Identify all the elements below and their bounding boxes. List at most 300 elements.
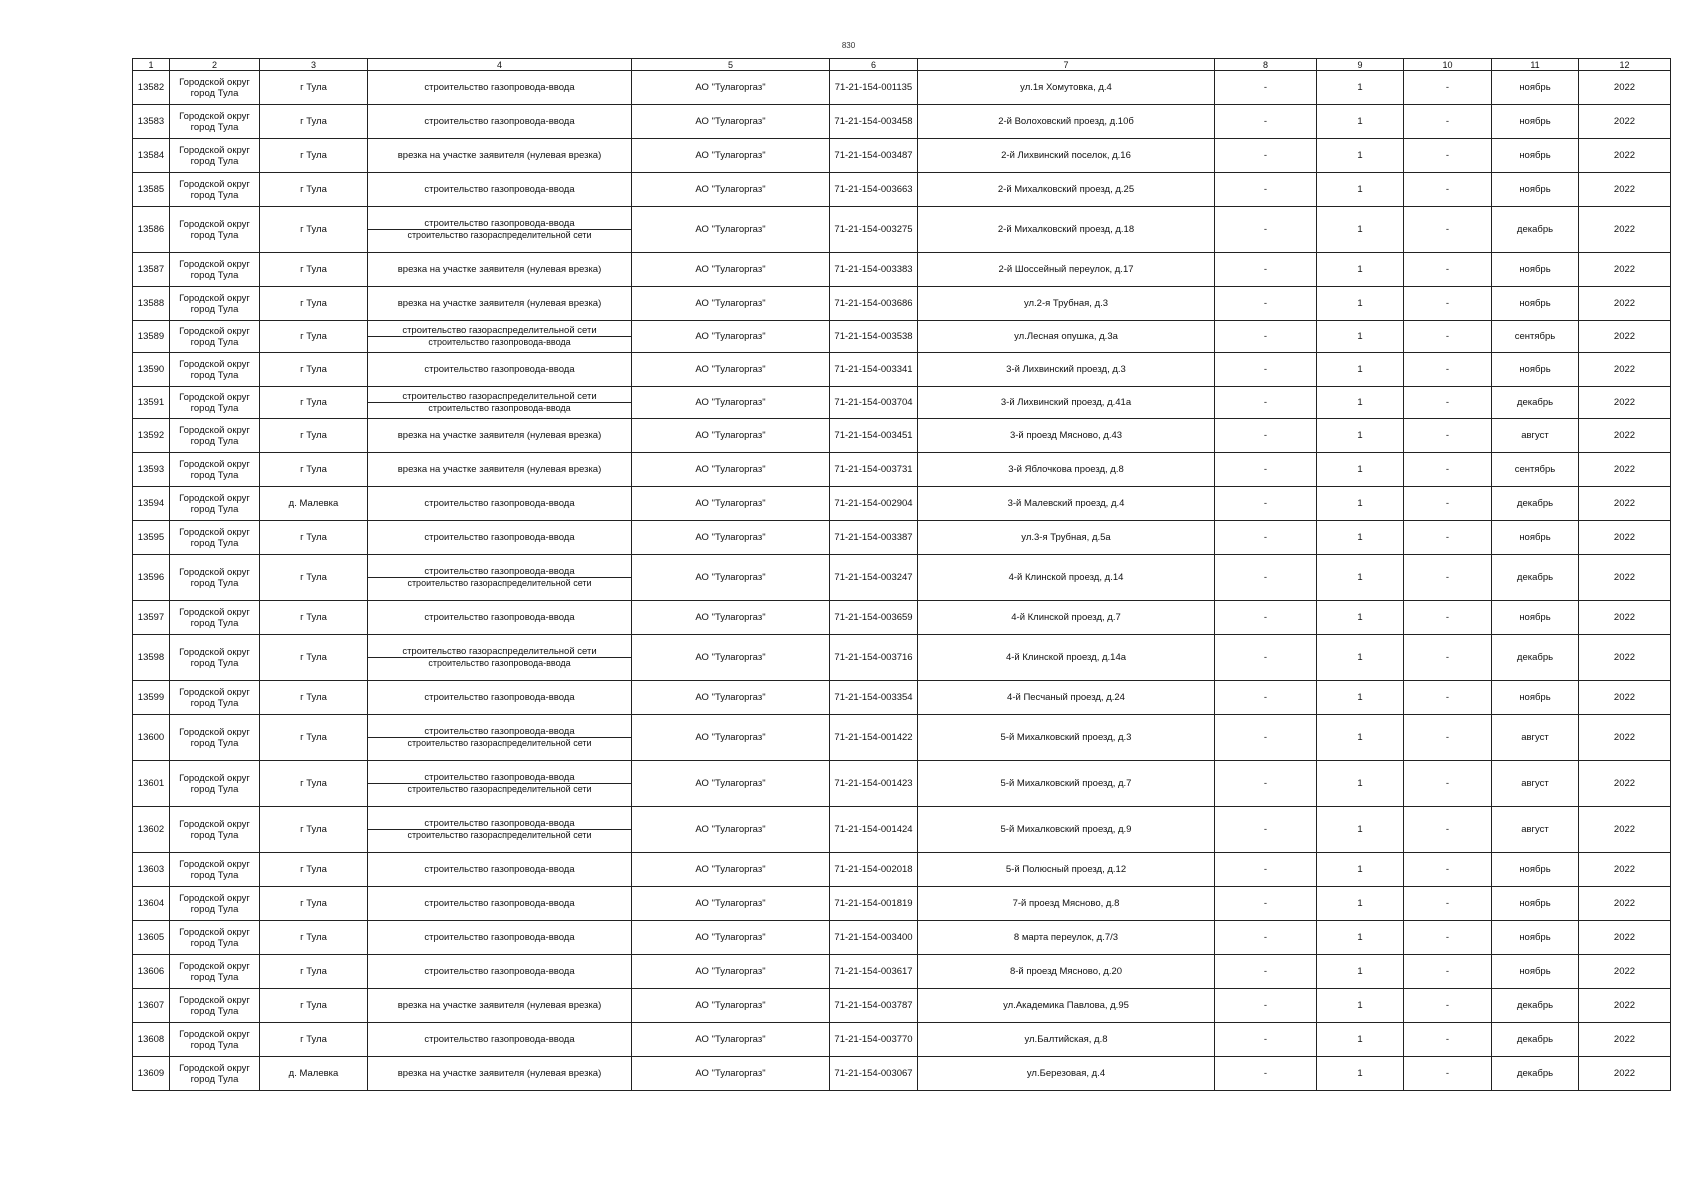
organization-cell: АО "Тулагоргаз" [632,635,830,681]
row-number-cell: 13592 [133,419,170,453]
row-number-cell: 13585 [133,173,170,207]
locality-cell: г Тула [260,955,368,989]
column-8-cell: - [1215,853,1317,887]
column-9-cell: 1 [1317,253,1404,287]
month-cell: ноябрь [1492,521,1579,555]
locality-cell: г Тула [260,521,368,555]
column-8-cell: - [1215,601,1317,635]
column-9-cell: 1 [1317,807,1404,853]
work-type-main: врезка на участке заявителя (нулевая врезка) [397,1000,602,1011]
work-type-extra: строительство газораспределительной сети [368,829,631,841]
table-row [133,955,1671,989]
column-8-cell: - [1215,173,1317,207]
work-type-cell [368,921,632,955]
column-8-cell: - [1215,207,1317,253]
object-code-cell: 71-21-154-002904 [830,487,918,521]
column-8-cell: - [1215,139,1317,173]
month-cell: ноябрь [1492,955,1579,989]
month-cell: ноябрь [1492,105,1579,139]
column-8-cell: - [1215,521,1317,555]
organization-cell: АО "Тулагоргаз" [632,853,830,887]
locality-cell: г Тула [260,139,368,173]
address-cell: 5-й Михалковский проезд, д.3 [918,715,1215,761]
month-cell: декабрь [1492,1023,1579,1057]
column-8-cell: - [1215,681,1317,715]
work-type-main: строительство газопровода-ввода [424,726,575,737]
table-row [133,635,1671,681]
column-header: 10 [1404,59,1492,71]
work-type-main: строительство газопровода-ввода [424,818,575,829]
year-cell: 2022 [1579,715,1671,761]
year-cell: 2022 [1579,989,1671,1023]
work-type-main: врезка на участке заявителя (нулевая врезка) [397,1068,602,1079]
work-type-main: строительство газораспределительной сети [402,646,597,657]
address-cell: 2-й Михалковский проезд, д.25 [918,173,1215,207]
row-number-cell: 13584 [133,139,170,173]
work-type-main: строительство газопровода-ввода [424,566,575,577]
work-type-main: строительство газопровода-ввода [424,498,575,509]
month-cell: ноябрь [1492,853,1579,887]
month-cell: декабрь [1492,207,1579,253]
column-10-cell: - [1404,989,1492,1023]
row-number-cell: 13600 [133,715,170,761]
column-header: 12 [1579,59,1671,71]
work-type-main: строительство газопровода-ввода [424,612,575,623]
column-9-cell: 1 [1317,681,1404,715]
work-type-main: строительство газораспределительной сети [402,325,597,336]
organization-cell: АО "Тулагоргаз" [632,715,830,761]
column-9-cell: 1 [1317,105,1404,139]
row-number-cell: 13608 [133,1023,170,1057]
column-10-cell: - [1404,173,1492,207]
object-code-cell: 71-21-154-003487 [830,139,918,173]
organization-cell: АО "Тулагоргаз" [632,207,830,253]
column-9-cell: 1 [1317,419,1404,453]
column-9-cell: 1 [1317,635,1404,681]
organization-cell: АО "Тулагоргаз" [632,453,830,487]
work-type-main: строительство газораспределительной сети [402,391,597,402]
column-10-cell: - [1404,321,1492,353]
year-cell: 2022 [1579,71,1671,105]
table-row [133,989,1671,1023]
municipality-cell: Городской округ город Тула [170,555,260,601]
work-type-cell [368,207,632,253]
work-type-main: врезка на участке заявителя (нулевая врезка) [397,464,602,475]
organization-cell: АО "Тулагоргаз" [632,601,830,635]
work-type-cell [368,681,632,715]
organization-cell: АО "Тулагоргаз" [632,139,830,173]
year-cell: 2022 [1579,853,1671,887]
column-header: 11 [1492,59,1579,71]
column-8-cell: - [1215,635,1317,681]
work-type-cell [368,419,632,453]
month-cell: август [1492,761,1579,807]
column-8-cell: - [1215,419,1317,453]
work-type-main: строительство газопровода-ввода [424,966,575,977]
locality-cell: г Тула [260,71,368,105]
year-cell: 2022 [1579,207,1671,253]
column-9-cell: 1 [1317,387,1404,419]
month-cell: август [1492,807,1579,853]
column-9-cell: 1 [1317,71,1404,105]
table-row [133,105,1671,139]
table-row [133,853,1671,887]
locality-cell: г Тула [260,921,368,955]
work-type-cell [368,287,632,321]
object-code-cell: 71-21-154-003787 [830,989,918,1023]
work-type-main: строительство газопровода-ввода [424,692,575,703]
object-code-cell: 71-21-154-002018 [830,853,918,887]
year-cell: 2022 [1579,139,1671,173]
work-type-main: строительство газопровода-ввода [424,532,575,543]
object-code-cell: 71-21-154-003663 [830,173,918,207]
address-cell: ул.Академика Павлова, д.95 [918,989,1215,1023]
table-row [133,453,1671,487]
month-cell: ноябрь [1492,921,1579,955]
work-type-cell [368,989,632,1023]
table-header [133,59,1671,71]
locality-cell: г Тула [260,173,368,207]
year-cell: 2022 [1579,921,1671,955]
municipality-cell: Городской округ город Тула [170,139,260,173]
column-9-cell: 1 [1317,321,1404,353]
column-10-cell: - [1404,1023,1492,1057]
year-cell: 2022 [1579,105,1671,139]
address-cell: ул.Березовая, д.4 [918,1057,1215,1091]
column-10-cell: - [1404,955,1492,989]
object-code-cell: 71-21-154-003704 [830,387,918,419]
address-cell: 5-й Полюсный проезд, д.12 [918,853,1215,887]
object-code-cell: 71-21-154-001819 [830,887,918,921]
row-number-cell: 13594 [133,487,170,521]
work-type-cell [368,173,632,207]
column-9-cell: 1 [1317,139,1404,173]
locality-cell: г Тула [260,387,368,419]
organization-cell: АО "Тулагоргаз" [632,321,830,353]
municipality-cell: Городской округ город Тула [170,715,260,761]
table-row [133,173,1671,207]
work-type-cell [368,635,632,681]
object-code-cell: 71-21-154-003400 [830,921,918,955]
column-9-cell: 1 [1317,207,1404,253]
organization-cell: АО "Тулагоргаз" [632,955,830,989]
address-cell: 2-й Волоховский проезд, д.10б [918,105,1215,139]
locality-cell: г Тула [260,635,368,681]
address-cell: ул.Балтийская, д.8 [918,1023,1215,1057]
locality-cell: г Тула [260,1023,368,1057]
column-8-cell: - [1215,287,1317,321]
column-10-cell: - [1404,635,1492,681]
month-cell: декабрь [1492,487,1579,521]
column-8-cell: - [1215,1057,1317,1091]
organization-cell: АО "Тулагоргаз" [632,173,830,207]
year-cell: 2022 [1579,321,1671,353]
work-type-cell [368,1023,632,1057]
municipality-cell: Городской округ город Тула [170,807,260,853]
column-10-cell: - [1404,453,1492,487]
address-cell: 8-й проезд Мясново, д.20 [918,955,1215,989]
locality-cell: г Тула [260,353,368,387]
row-number-cell: 13609 [133,1057,170,1091]
column-header: 8 [1215,59,1317,71]
object-code-cell: 71-21-154-001423 [830,761,918,807]
table-row [133,321,1671,353]
year-cell: 2022 [1579,521,1671,555]
organization-cell: АО "Тулагоргаз" [632,105,830,139]
locality-cell: г Тула [260,681,368,715]
object-code-cell: 71-21-154-003686 [830,287,918,321]
month-cell: декабрь [1492,387,1579,419]
address-cell: 4-й Клинской проезд, д.14а [918,635,1215,681]
organization-cell: АО "Тулагоргаз" [632,921,830,955]
column-9-cell: 1 [1317,989,1404,1023]
column-10-cell: - [1404,601,1492,635]
column-9-cell: 1 [1317,715,1404,761]
row-number-cell: 13590 [133,353,170,387]
municipality-cell: Городской округ город Тула [170,1057,260,1091]
column-10-cell: - [1404,1057,1492,1091]
year-cell: 2022 [1579,453,1671,487]
table-row [133,601,1671,635]
table-row [133,1023,1671,1057]
table-row [133,419,1671,453]
table-row [133,887,1671,921]
column-8-cell: - [1215,105,1317,139]
table-row [133,1057,1671,1091]
month-cell: декабрь [1492,555,1579,601]
month-cell: ноябрь [1492,353,1579,387]
table-row [133,287,1671,321]
row-number-cell: 13596 [133,555,170,601]
work-type-cell [368,453,632,487]
address-cell: 7-й проезд Мясново, д.8 [918,887,1215,921]
municipality-cell: Городской округ город Тула [170,287,260,321]
row-number-cell: 13582 [133,71,170,105]
work-type-extra: строительство газораспределительной сети [368,737,631,749]
work-type-main: строительство газопровода-ввода [424,184,575,195]
column-8-cell: - [1215,955,1317,989]
row-number-cell: 13606 [133,955,170,989]
column-8-cell: - [1215,1023,1317,1057]
table-row [133,487,1671,521]
municipality-cell: Городской округ город Тула [170,321,260,353]
locality-cell: д. Малевка [260,1057,368,1091]
municipality-cell: Городской округ город Тула [170,105,260,139]
work-type-main: строительство газопровода-ввода [424,218,575,229]
column-10-cell: - [1404,419,1492,453]
work-type-cell [368,761,632,807]
object-code-cell: 71-21-154-001135 [830,71,918,105]
month-cell: август [1492,715,1579,761]
work-type-cell [368,1057,632,1091]
column-10-cell: - [1404,139,1492,173]
month-cell: сентябрь [1492,453,1579,487]
object-code-cell: 71-21-154-003247 [830,555,918,601]
organization-cell: АО "Тулагоргаз" [632,555,830,601]
object-code-cell: 71-21-154-003770 [830,1023,918,1057]
year-cell: 2022 [1579,635,1671,681]
locality-cell: г Тула [260,207,368,253]
work-type-cell [368,321,632,353]
column-10-cell: - [1404,105,1492,139]
object-code-cell: 71-21-154-003538 [830,321,918,353]
address-cell: 4-й Песчаный проезд, д.24 [918,681,1215,715]
locality-cell: г Тула [260,105,368,139]
column-10-cell: - [1404,887,1492,921]
municipality-cell: Городской округ город Тула [170,681,260,715]
month-cell: декабрь [1492,989,1579,1023]
organization-cell: АО "Тулагоргаз" [632,807,830,853]
column-8-cell: - [1215,989,1317,1023]
year-cell: 2022 [1579,601,1671,635]
column-9-cell: 1 [1317,955,1404,989]
work-type-cell [368,387,632,419]
object-code-cell: 71-21-154-003354 [830,681,918,715]
column-10-cell: - [1404,681,1492,715]
year-cell: 2022 [1579,173,1671,207]
column-10-cell: - [1404,921,1492,955]
column-9-cell: 1 [1317,353,1404,387]
locality-cell: г Тула [260,761,368,807]
row-number-cell: 13588 [133,287,170,321]
row-number-cell: 13589 [133,321,170,353]
object-code-cell: 71-21-154-003341 [830,353,918,387]
month-cell: август [1492,419,1579,453]
municipality-cell: Городской округ город Тула [170,419,260,453]
work-type-cell [368,853,632,887]
municipality-cell: Городской округ город Тула [170,521,260,555]
locality-cell: г Тула [260,253,368,287]
year-cell: 2022 [1579,1057,1671,1091]
month-cell: ноябрь [1492,887,1579,921]
column-9-cell: 1 [1317,761,1404,807]
address-cell: 3-й Лихвинский проезд, д.3 [918,353,1215,387]
organization-cell: АО "Тулагоргаз" [632,1023,830,1057]
municipality-cell: Городской округ город Тула [170,887,260,921]
work-type-main: врезка на участке заявителя (нулевая врезка) [397,150,602,161]
object-code-cell: 71-21-154-001424 [830,807,918,853]
locality-cell: г Тула [260,287,368,321]
month-cell: ноябрь [1492,173,1579,207]
column-10-cell: - [1404,207,1492,253]
column-9-cell: 1 [1317,555,1404,601]
year-cell: 2022 [1579,1023,1671,1057]
column-8-cell: - [1215,761,1317,807]
municipality-cell: Городской округ город Тула [170,453,260,487]
column-9-cell: 1 [1317,487,1404,521]
organization-cell: АО "Тулагоргаз" [632,487,830,521]
address-cell: 3-й Лихвинский проезд, д.41а [918,387,1215,419]
municipality-cell: Городской округ город Тула [170,71,260,105]
column-9-cell: 1 [1317,921,1404,955]
work-type-cell [368,139,632,173]
column-header: 7 [918,59,1215,71]
address-cell: 5-й Михалковский проезд, д.7 [918,761,1215,807]
work-type-cell [368,601,632,635]
locality-cell: г Тула [260,807,368,853]
column-8-cell: - [1215,807,1317,853]
column-9-cell: 1 [1317,887,1404,921]
table-row [133,353,1671,387]
column-9-cell: 1 [1317,601,1404,635]
month-cell: декабрь [1492,635,1579,681]
row-number-cell: 13605 [133,921,170,955]
column-8-cell: - [1215,887,1317,921]
column-9-cell: 1 [1317,453,1404,487]
work-type-main: строительство газопровода-ввода [424,864,575,875]
table-row [133,761,1671,807]
work-type-cell [368,715,632,761]
organization-cell: АО "Тулагоргаз" [632,353,830,387]
locality-cell: г Тула [260,853,368,887]
month-cell: сентябрь [1492,321,1579,353]
work-type-extra: строительство газопровода-ввода [368,657,631,669]
object-code-cell: 71-21-154-003458 [830,105,918,139]
work-type-extra: строительство газораспределительной сети [368,229,631,241]
table-row [133,681,1671,715]
address-cell: 2-й Лихвинский поселок, д.16 [918,139,1215,173]
object-code-cell: 71-21-154-003451 [830,419,918,453]
address-cell: 2-й Михалковский проезд, д.18 [918,207,1215,253]
locality-cell: г Тула [260,715,368,761]
column-header: 4 [368,59,632,71]
column-9-cell: 1 [1317,287,1404,321]
locality-cell: г Тула [260,321,368,353]
object-code-cell: 71-21-154-003731 [830,453,918,487]
month-cell: ноябрь [1492,71,1579,105]
work-type-cell [368,807,632,853]
work-type-cell [368,253,632,287]
row-number-cell: 13603 [133,853,170,887]
address-cell: 3-й Яблочкова проезд, д.8 [918,453,1215,487]
object-code-cell: 71-21-154-003659 [830,601,918,635]
organization-cell: АО "Тулагоргаз" [632,989,830,1023]
year-cell: 2022 [1579,353,1671,387]
column-9-cell: 1 [1317,1023,1404,1057]
column-10-cell: - [1404,71,1492,105]
month-cell: ноябрь [1492,681,1579,715]
column-10-cell: - [1404,761,1492,807]
row-number-cell: 13597 [133,601,170,635]
row-number-cell: 13607 [133,989,170,1023]
year-cell: 2022 [1579,253,1671,287]
object-code-cell: 71-21-154-003716 [830,635,918,681]
work-type-main: строительство газопровода-ввода [424,82,575,93]
table-body [133,71,1671,1091]
year-cell: 2022 [1579,419,1671,453]
year-cell: 2022 [1579,387,1671,419]
address-cell: 8 марта переулок, д.7/3 [918,921,1215,955]
column-10-cell: - [1404,253,1492,287]
work-type-extra: строительство газораспределительной сети [368,783,631,795]
municipality-cell: Городской округ город Тула [170,1023,260,1057]
address-cell: 4-й Клинской проезд, д.14 [918,555,1215,601]
locality-cell: г Тула [260,989,368,1023]
column-8-cell: - [1215,715,1317,761]
address-cell: ул.3-я Трубная, д.5а [918,521,1215,555]
work-type-cell [368,353,632,387]
municipality-cell: Городской округ город Тула [170,955,260,989]
column-header: 5 [632,59,830,71]
column-8-cell: - [1215,71,1317,105]
column-10-cell: - [1404,487,1492,521]
municipality-cell: Городской округ город Тула [170,387,260,419]
row-number-cell: 13595 [133,521,170,555]
row-number-cell: 13599 [133,681,170,715]
column-9-cell: 1 [1317,1057,1404,1091]
column-10-cell: - [1404,387,1492,419]
work-type-extra: строительство газораспределительной сети [368,577,631,589]
